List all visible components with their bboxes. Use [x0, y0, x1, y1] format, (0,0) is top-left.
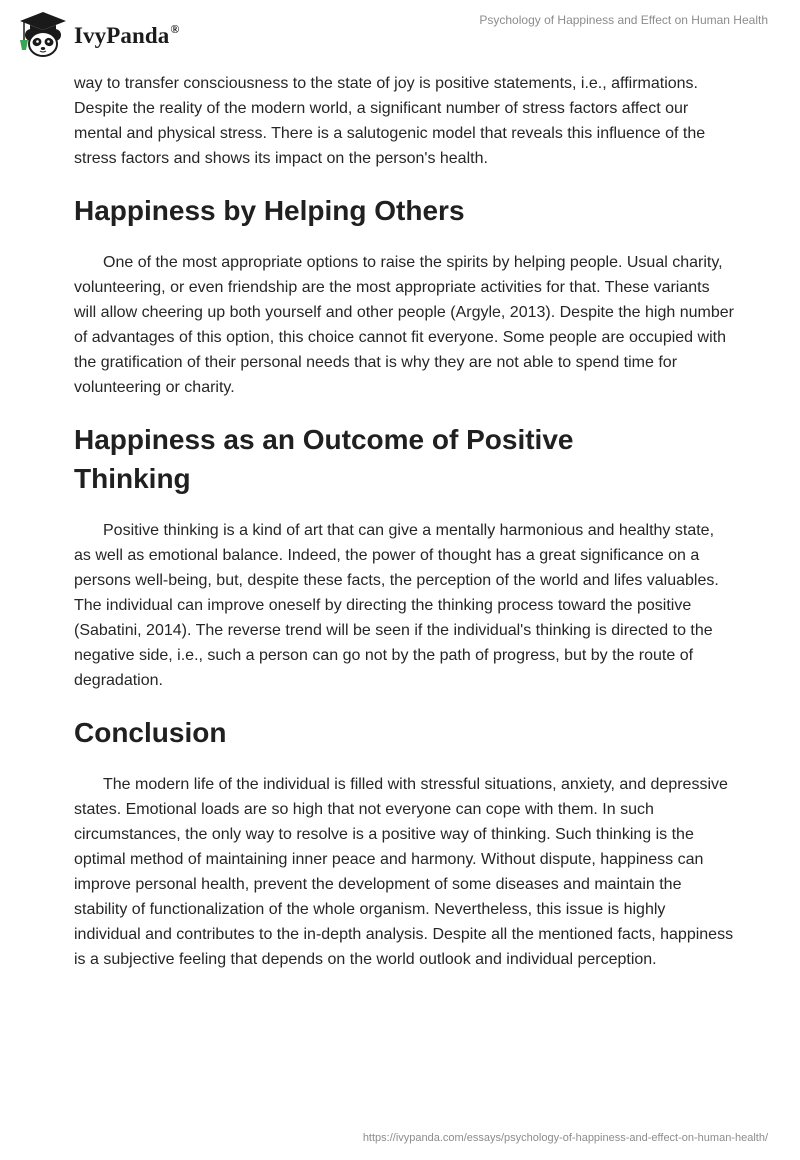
section-paragraph-conclusion: The modern life of the individual is filled with stressful situations, anxiety, and depressive states. Emotional loads are so high that not everyone can cope with them. In such circumstances, the only way to resolve is a positive way of thinking. Such thinking is the optimal method of maintaining inner peace and harmony. Without dispute, happiness can improve personal health, prevent the development of some diseases and maintain the stability of functionalization of the whole organism. Nevertheless, this issue is highly individual and contributes to the in-depth analysis. Despite all the mentioned facts, happiness is a subjective feeling that depends on the world outlook and individual perception.	[74, 776, 734, 968]
section-heading-positive-thinking: Happiness as an Outcome of Positive Thinking	[74, 424, 574, 494]
section-heading-conclusion: Conclusion	[74, 717, 227, 748]
ivypanda-logo[interactable]	[14, 8, 179, 60]
intro-paragraph: way to transfer consciousness to the state of joy is positive statements, i.e., affirmations. Despite the reality of the modern world, a significant number of stress factors affect our mental and physical stress. There is a salutogenic model that reveals this influence of the stress factors and shows its impact on the person's health.	[74, 75, 706, 167]
source-url[interactable]: https://ivypanda.com/essays/psychology-of-happiness-and-effect-on-human-health/	[362, 1132, 768, 1144]
panda-graduate-icon	[14, 8, 70, 60]
section-paragraph-helping-others: One of the most appropriate options to raise the spirits by helping people. Usual charity, volunteering, or even friendship are the most appropriate activities for that. These variants will allow cheering up both yourself and other people (Argyle, 2013). Despite the high number of advantages of this option, this choice cannot fit everyone. Some people are occupied with the gratification of their personal needs that is why they are not able to spend time for volunteering or charity.	[74, 254, 734, 396]
brand-name: IvyPanda®	[74, 21, 180, 48]
essay-body	[74, 71, 734, 972]
section-paragraph-positive-thinking: Positive thinking is a kind of art that can give a mentally harmonious and healthy state, as well as emotional balance. Indeed, the power of thought has a great significance on a persons well-being, but, despite these facts, the perception of the world and lifes valuables. The individual can improve oneself by directing the thinking process toward the positive (Sabatini, 2014). The reverse trend will be seen if the individual's thinking is directed to the negative side, i.e., such a person can go not by the path of progress, but by the route of degradation.	[74, 522, 719, 689]
page-header	[0, 0, 800, 70]
section-heading-helping-others: Happiness by Helping Others	[74, 195, 465, 226]
document-title: Psychology of Happiness and Effect on Human Health	[479, 13, 768, 27]
